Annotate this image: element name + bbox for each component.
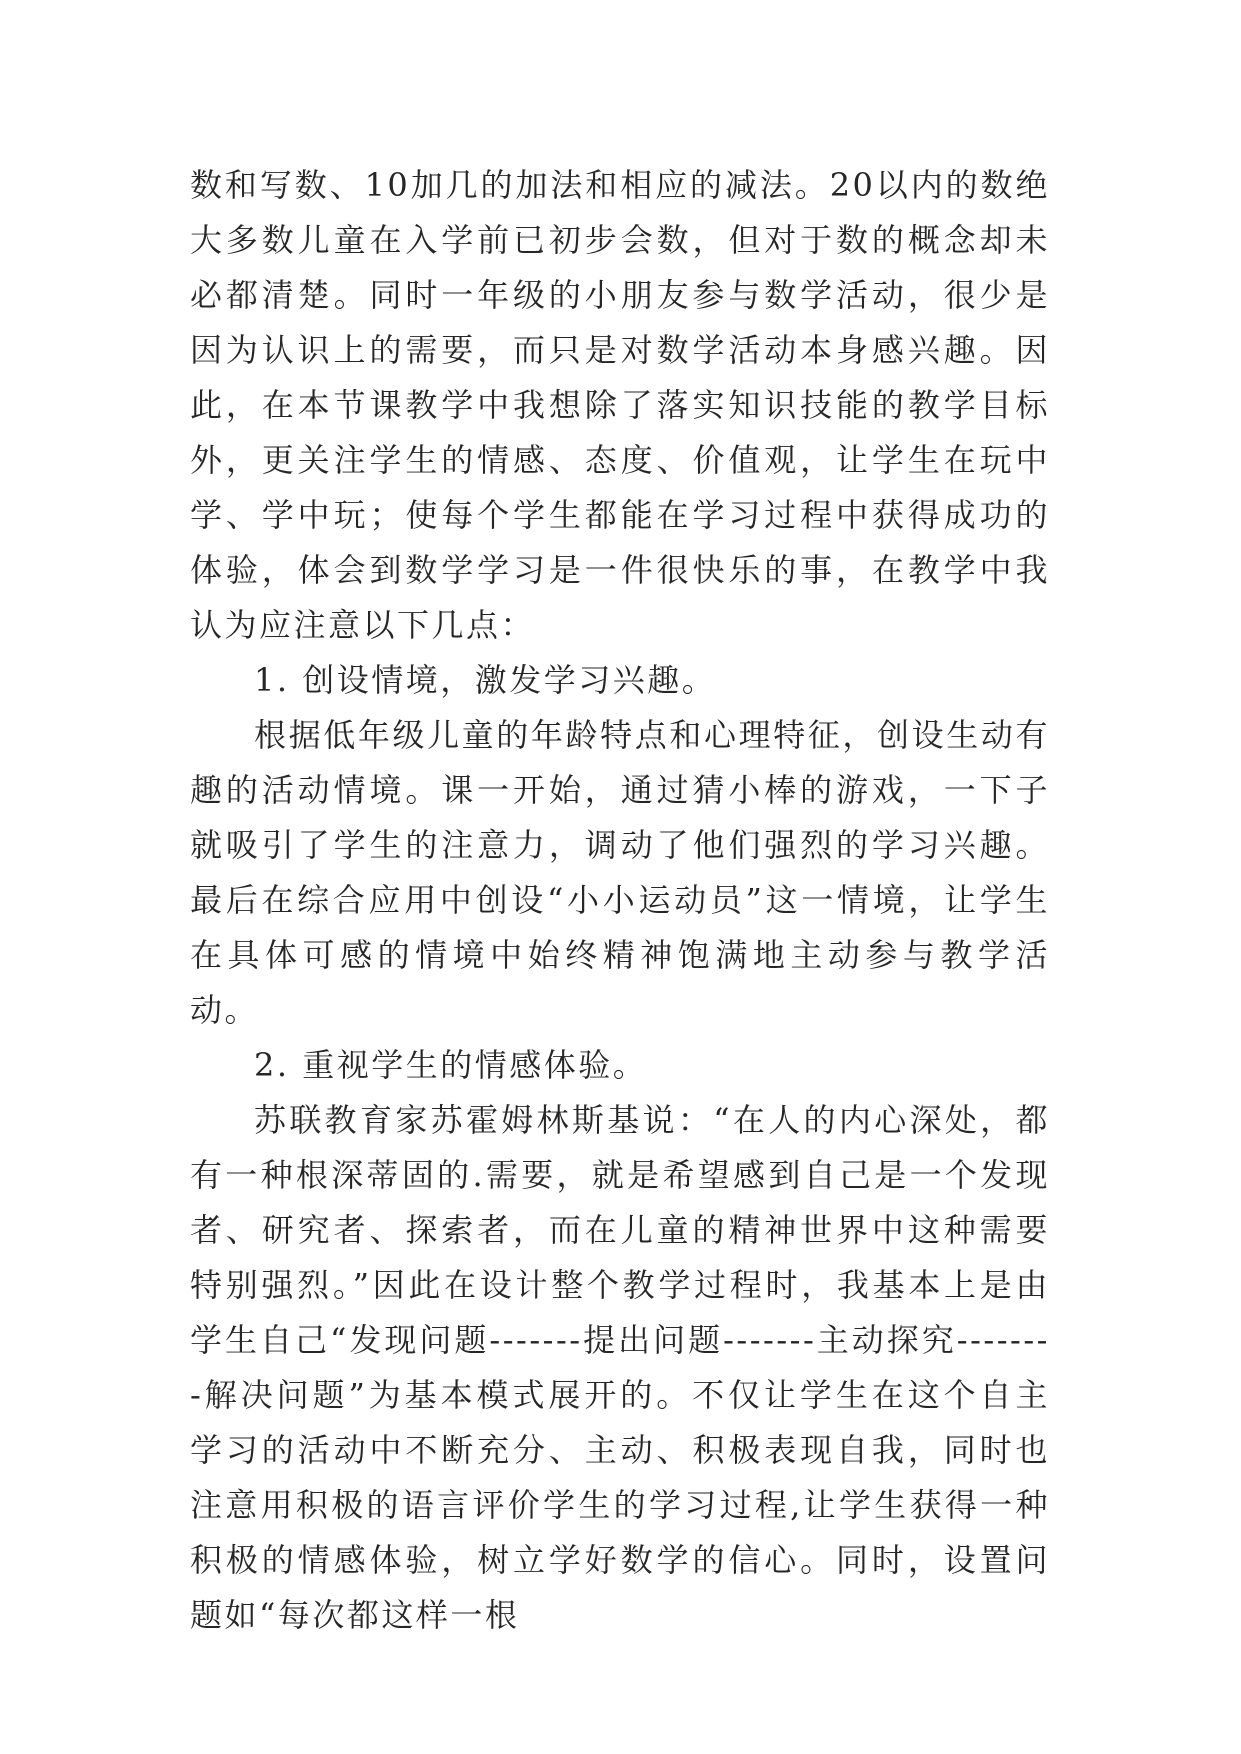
paragraph-point-2: 苏联教育家苏霍姆林斯基说：“在人的内心深处，都有一种根深蒂固的.需要，就是希望感到自己是一个发现者、研究者、探索者，而在儿童的精神世界中这种需要特别强烈。”因此在设计整个教学过程时，我基本上是由学生自己“发现问题-------提出问题-------主动探究--------解决问题”为基本模式展开的。不仅让学生在这个自主学习的活动中不断充分、主动、积极表现自我，同时也注意用积极的语言评价学生的学习过程,让学生获得一种积极的情感体验，树立学好数学的信心。同时，设置问题如“每次都这样一根 <box>190 1101 1050 1634</box>
document-body <box>190 158 1050 1643</box>
paragraph-intro: 数和写数、10加几的加法和相应的减法。20以内的数绝大多数儿童在入学前已初步会数，但对于数的概念却未必都清楚。同时一年级的小朋友参与数学活动，很少是因为认识上的需要，而只是对数学活动本身感兴趣。因此，在本节课教学中我想除了落实知识技能的教学目标外，更关注学生的情感、态度、价值观，让学生在玩中学、学中玩；使每个学生都能在学习过程中获得成功的体验，体会到数学学习是一件很快乐的事，在教学中我认为应注意以下几点： <box>190 166 1050 644</box>
heading-point-1: 1. 创设情境，激发学习兴趣。 <box>254 661 717 699</box>
paragraph-point-1: 根据低年级儿童的年龄特点和心理特征，创设生动有趣的活动情境。课一开始，通过猜小棒的游戏，一下子就吸引了学生的注意力，调动了他们强烈的学习兴趣。最后在综合应用中创设“小小运动员”这一情境，让学生在具体可感的情境中始终精神饱满地主动参与教学活动。 <box>190 716 1050 1029</box>
heading-point-2: 2. 重视学生的情感体验。 <box>254 1046 648 1084</box>
